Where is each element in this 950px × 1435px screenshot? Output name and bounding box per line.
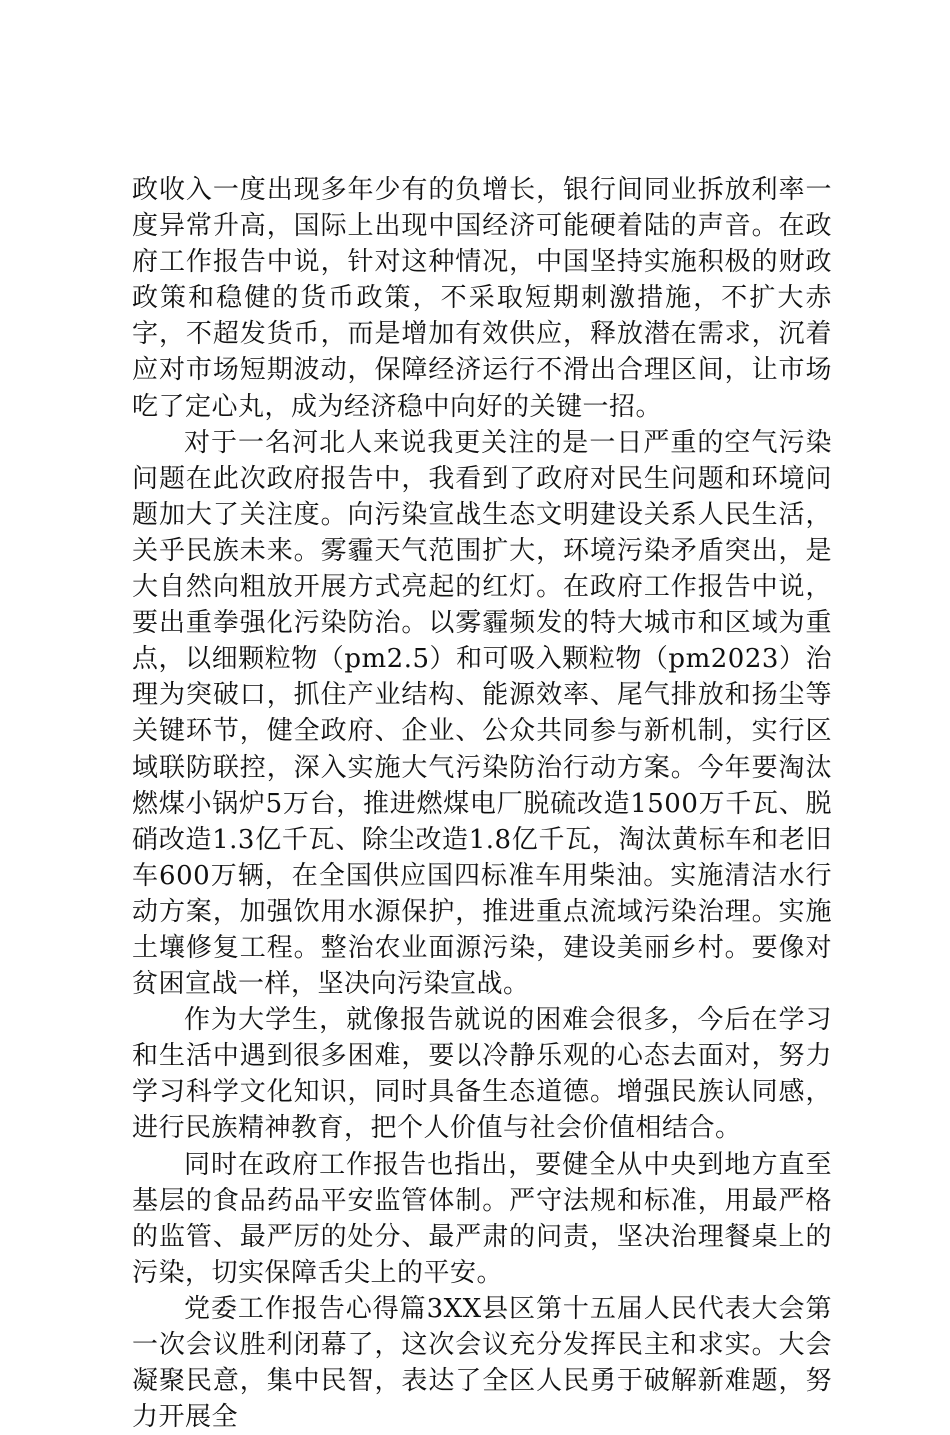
paragraph-party-committee: 党委工作报告心得篇3XX县区第十五届人民代表大会第一次会议胜利闭幕了，这次会议充分发挥民主和求实。大会凝聚民意，集中民智，表达了全区人民勇于破解新难题，努力开展全 (132, 1293, 832, 1433)
document-body (132, 172, 832, 1435)
paragraph-food-safety: 同时在政府工作报告也指出，要健全从中央到地方直至基层的食品药品平安监管体制。严守法规和标准，用最严格的监管、最严厉的处分、最严肃的问责，坚决治理餐桌上的污染，切实保障舌尖上的平安。 (132, 1149, 832, 1288)
paragraph-air-pollution: 对于一名河北人来说我更关注的是一日严重的空气污染问题在此次政府报告中，我看到了政府对民生问题和环境问题加大了关注度。向污染宣战生态文明建设关系人民生活，关乎民族未来。雾霾天气范围扩大，环境污染矛盾突出，是大自然向粗放开展方式亮起的红灯。在政府工作报告中说，要出重拳强化污染防治。以雾霾频发的特大城市和区域为重点，以细颗粒物（pm2.5）和可吸入颗粒物（pm2023）治理为突破口，抓住产业结构、能源效率、尾气排放和扬尘等关键环节，健全政府、企业、公众共同参与新机制，实行区域联防联控，深入实施大气污染防治行动方案。今年要淘汰燃煤小锅炉5万台，推进燃煤电厂脱硫改造1500万千瓦、脱硝改造1.3亿千瓦、除尘改造1.8亿千瓦，淘汰黄标车和老旧车600万辆，在全国供应国四标准车用柴油。实施清洁水行动方案，加强饮用水源保护，推进重点流域污染治理。实施土壤修复工程。整治农业面源污染，建设美丽乡村。要像对贫困宣战一样，坚决向污染宣战。 (132, 427, 832, 1000)
paragraph-college-student: 作为大学生，就像报告就说的困难会很多，今后在学习和生活中遇到很多困难，要以冷静乐观的心态去面对，努力学习科学文化知识，同时具备生态道德。增强民族认同感，进行民族精神教育，把个人价值与社会价值相结合。 (132, 1005, 832, 1144)
paragraph-fiscal-policy: 政收入一度出现多年少有的负增长，银行间同业拆放利率一度异常升高，国际上出现中国经济可能硬着陆的声音。在政府工作报告中说，针对这种情况，中国坚持实施积极的财政政策和稳健的货币政策，不采取短期刺激措施，不扩大赤字，不超发货币，而是增加有效供应，释放潜在需求，沉着应对市场短期波动，保障经济运行不滑出合理区间，让市场吃了定心丸，成为经济稳中向好的关键一招。 (132, 175, 832, 422)
